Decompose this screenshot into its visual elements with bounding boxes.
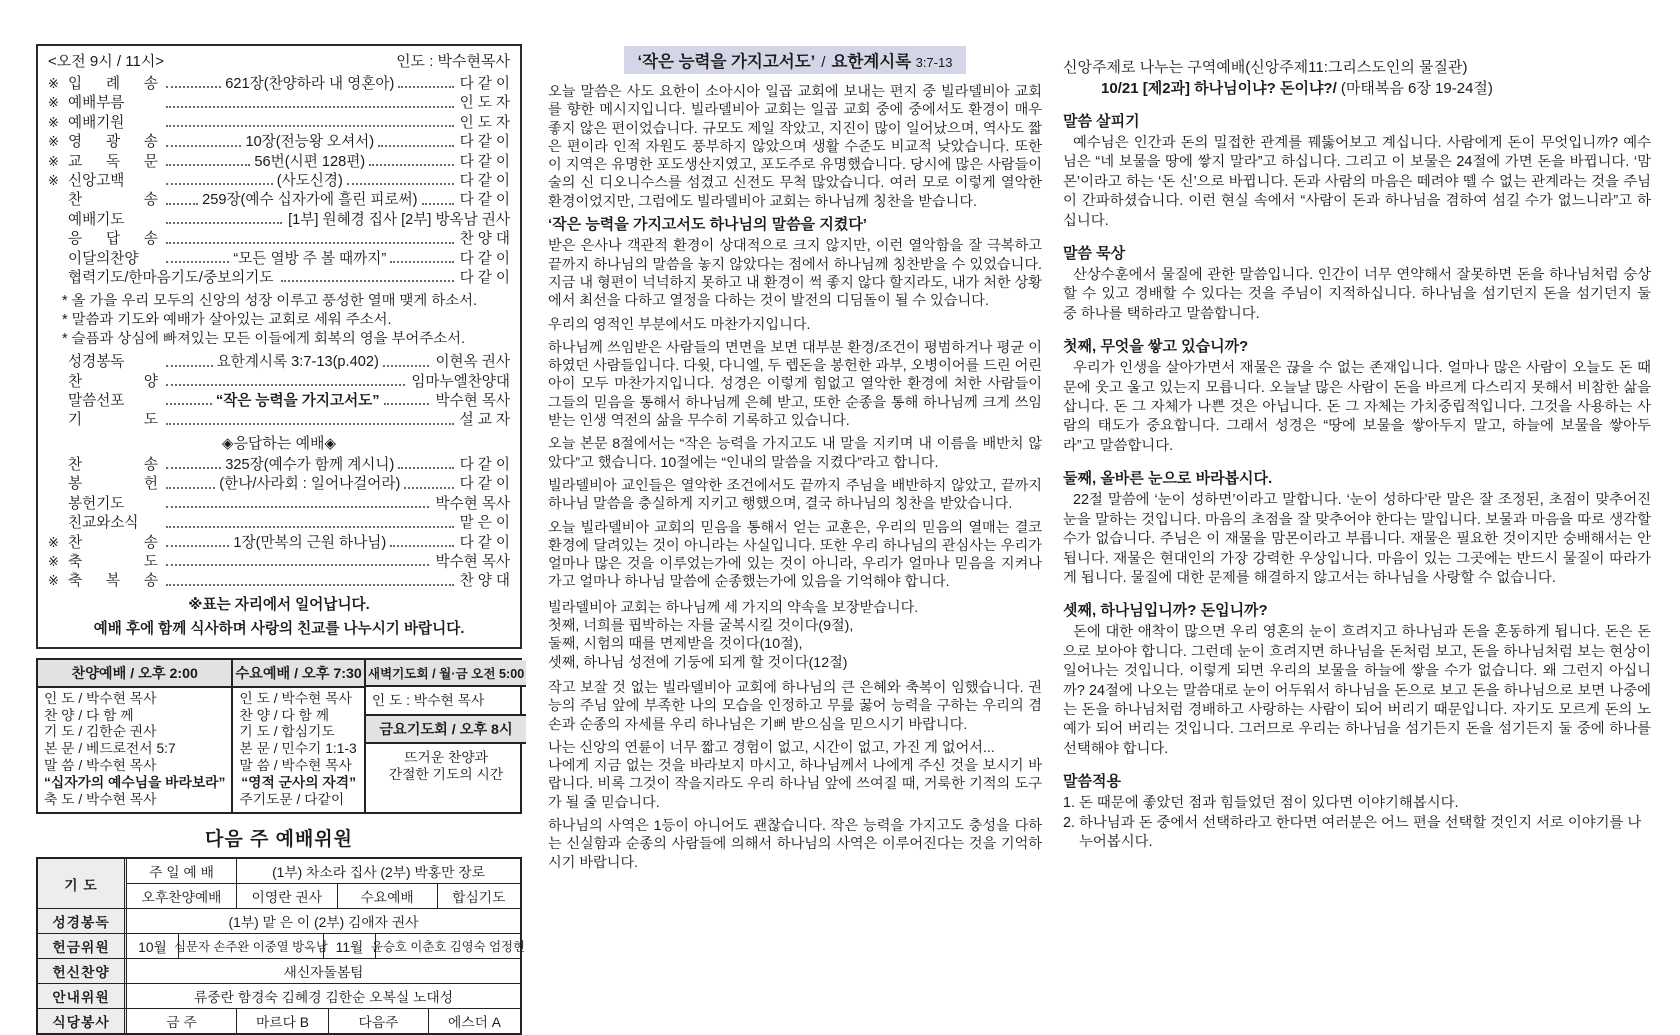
prayer-note: * 올 가을 우리 모두의 신앙의 성장 이루고 풍성한 열매 맺게 하소서.: [62, 293, 478, 310]
worship-row: [48, 475, 510, 493]
dot-leader: [166, 423, 454, 425]
study-section-application: [1063, 770, 1651, 853]
worship-row-right: 설 교 자: [459, 412, 510, 429]
dot-leader: [166, 203, 198, 205]
table-subrow: [127, 984, 520, 1008]
table-cell: 류중란 함경숙 김혜경 김한순 오복실 노대성: [193, 990, 454, 1006]
worship-row: [48, 133, 510, 151]
study-section-body: 예수님은 인간과 돈의 밀접한 관계를 꿰뚫어보고 계십니다. 사람에게 돈이 무엇입니까? 예수님은 “네 보물을 땅에 쌓지 말라”고 하십니다. 그리고 이 보물은 24절에 가면 돈을 바뀝니다. ‘맘몬’이라고 하는 ‘돈 신’으로 바뀝니다. 돈과 사람의 마음은 떼려야 뗄 수 없는 관계라는 것을 주님이 간파하셨습니다. 이런 현실 속에서 “사람이 돈과 하나님을 겸하여 섬길 수가 없느니라”고 하십니다.: [1063, 135, 1651, 229]
study-header-line2: [1063, 78, 1651, 99]
sermon-paragraph: 나는 신앙의 연륜이 너무 짧고 경험이 없고, 시간이 없고, 가진 게 없어서...: [548, 739, 995, 756]
service-line: 말 씀 / 박수현 목사: [44, 757, 157, 773]
stand-marker: ※: [48, 553, 59, 569]
table-cell: 주 일 예 배: [127, 859, 237, 883]
dawn-prayer-leader: 인 도 : 박수현 목사: [371, 692, 485, 708]
table-subrow: [127, 859, 520, 884]
worship-row-label: 교 독 문: [68, 153, 158, 170]
dot-leader: [166, 125, 454, 127]
prayer-note: * 슬픔과 상심에 빠져있는 모든 이들에게 회복의 영을 부어주소서.: [62, 330, 466, 347]
study-section-body: 22절 말씀에 ‘눈이 성하면’이라고 말합니다. ‘눈이 성하다’란 말은 잘 조정된, 초점이 맞추어진 눈을 말하는 것입니다. 마음의 초점을 잘 맞추어야 한다는 말입니다. 보물과 마음을 따로 생각할 수가 없습니다. 주님은 이 재물을 맘몬이라고 부릅니다. 재물은 필요한 것이지만 숭배해서는 안됩니다. 재물은 현대인의 가장 강력한 우상입니다. 마음이 있는 그곳에는 반드시 물질이 따라가게 됩니다. 물질에 대한 문제를 해결하지 않고서는 하나님을 사랑할 수 없습니다.: [1063, 492, 1651, 586]
praise-service-column: [38, 660, 233, 813]
dot-leader: [166, 467, 221, 469]
sermon-paragraph: 하나님의 사역은 1등이 아니어도 괜찮습니다. 작은 능력을 가지고도 충성을 다하는 신실함과 순종의 사람들에 의해서 하나님의 사역은 이루어진다는 것을 기억하시기 바랍니다.: [548, 817, 1042, 871]
worship-row: [48, 75, 510, 93]
row-label: 식당봉사: [38, 1009, 127, 1033]
service-line: 찬 양 / 다 함 께: [44, 707, 134, 723]
dot-leader: [166, 403, 212, 405]
worship-row: [48, 114, 510, 132]
stand-marker: ※: [48, 173, 59, 189]
worship-row-label: 봉헌기도: [68, 495, 125, 512]
study-section-heading: 말씀 살피기: [1063, 113, 1140, 130]
worship-row-label: 응 답 송: [68, 231, 158, 248]
worship-row-right: 다 같 이: [459, 534, 511, 551]
dot-leader: [166, 584, 454, 586]
stand-marker: ※: [48, 95, 59, 111]
service-line: 찬 양 / 다 함 께: [239, 707, 330, 723]
dot-leader: [166, 545, 229, 547]
stand-marker: ※: [48, 573, 59, 589]
table-cell: 새신자돌봄팀: [283, 965, 364, 981]
table-cell: (1부) 맡 은 이 (2부) 김애자 권사: [228, 915, 419, 931]
worship-row-label: 축 도: [68, 553, 158, 570]
dot-leader: [166, 564, 429, 566]
service-line: 축 도 / 박수현 목사: [44, 791, 157, 807]
service-sermon-title: “십자가의 예수님을 바라보라”: [44, 774, 226, 790]
praise-service-body: [38, 688, 231, 813]
dot-leader: [166, 526, 454, 528]
worship-row-label: 협력기도/한마음기도/중보의기도: [68, 270, 274, 287]
worship-row-right: 박수현 목사: [435, 495, 510, 512]
dot-leader: [166, 242, 454, 244]
dot-leader: [166, 183, 273, 185]
dot-leader: [390, 545, 453, 547]
table-subrow: [127, 909, 520, 933]
service-time: <오전 9시 / 11시>: [48, 53, 165, 70]
service-leader: 인도 : 박수현목사: [396, 53, 510, 70]
worship-row-center: 259장(예수 십자가에 흘린 피로써): [202, 192, 418, 209]
service-line: 본 문 / 베드로전서 5:7: [44, 741, 176, 757]
stand-marker: ※: [48, 153, 59, 169]
worship-row-right: 다 같 이: [459, 134, 511, 151]
prayer-notes: [62, 292, 510, 348]
service-line: 주기도문 / 다같이: [239, 791, 345, 807]
worship-row-right: 다 같 이: [459, 456, 510, 473]
sermon-promise-line: 둘째, 시험의 때를 면제받을 것이다(10절),: [548, 636, 803, 653]
dot-leader: [422, 203, 454, 205]
sermon-paragraph: 오늘 말씀은 사도 요한이 소아시아 일곱 교회에 보내는 편지 중 빌라델비아 교회를 향한 메시지입니다. 빌라델비아 교회는 일곱 교회 중에 중에서도 환경이 매우 좋지 않은 편이었습니다. 규모도 제일 작았고, 지진이 많이 일어났으며, 역사도 짧은 편이라 인적 자원도 풍부하지 않았으며 생활 수준도 비교적 낮았습니다. 또한 이 지역은 유명한 포도생산지였고, 포도주로 유명했습니다. 당시에 많은 사람들이 술의 신 디오니수스를 섬겼고 신전도 무척 많았습니다. 여러 모로 이렇게 열악한 환경이었지만, 그럼에도 빌라델비아 교회는 하나님께 칭찬을 받습니다.: [548, 84, 1042, 210]
row-label: 기 도: [38, 859, 127, 908]
dot-leader: [383, 365, 430, 367]
row-content: [127, 934, 525, 958]
table-subrow: [127, 884, 520, 908]
worship-row: [48, 373, 510, 391]
worship-row-right: 이현옥 권사: [435, 354, 510, 371]
sermon-title: [548, 46, 1042, 74]
worship-row-label: 찬 송: [68, 192, 158, 209]
worship-row-label: 봉 헌: [68, 476, 158, 493]
worship-row: [48, 153, 510, 171]
dot-leader: [166, 487, 215, 489]
worship-row-right: 박수현 목사: [435, 553, 510, 570]
worship-row: [48, 456, 510, 474]
worship-row-center: (한나/사라회 : 일어나걸어라): [219, 476, 401, 493]
worship-row-right: 박수현 목사: [435, 393, 511, 410]
row-content: [127, 859, 520, 908]
service-sermon-title: “영적 군사의 자격”: [241, 774, 356, 790]
worship-row-label: 찬 송: [68, 534, 158, 551]
table-cell: 에스더 A: [447, 1015, 502, 1031]
service-line: 인 도 / 박수현 목사: [44, 690, 157, 706]
dot-leader: [404, 487, 453, 489]
worship-row-center: 10장(전능왕 오셔서): [245, 134, 375, 151]
row-content: [127, 1009, 520, 1033]
table-cell: 금 주: [127, 1009, 237, 1033]
worship-row: [48, 553, 510, 571]
friday-prayer-header: 금요기도회 / 오후 8시: [366, 714, 526, 744]
committee-title: 다음 주 예배위원: [204, 829, 354, 851]
worship-row: [48, 172, 510, 190]
sermon-paragraph: 우리의 영적인 부분에서도 마찬가지입니다.: [548, 316, 811, 333]
sermon-scripture-book: 요한계시록: [831, 53, 912, 71]
dot-leader: [166, 222, 282, 224]
table-cell: 10월: [127, 934, 179, 958]
study-lesson-title: 10/21 [제2과] 하나님이냐? 돈이냐?/: [1101, 80, 1337, 97]
worship-row-center: 1장(만복의 근원 하나님): [233, 534, 387, 551]
table-row: [38, 984, 520, 1009]
row-label: 헌금위원: [38, 934, 127, 958]
worship-row-label: 찬 송: [68, 456, 158, 473]
worship-row-right: 다 같 이: [459, 476, 511, 493]
dot-leader: [166, 86, 221, 88]
worship-row-label: 신앙고백: [68, 173, 125, 190]
row-content: [127, 959, 520, 983]
worship-row: [48, 211, 510, 229]
sermon-paragraph: 빌라델비아 교회는 하나님께 세 가지의 약속을 보장받습니다.: [548, 599, 919, 616]
study-section: [1063, 467, 1651, 588]
sermon-paragraph: 오늘 빌라델비아 교회의 믿음을 통해서 얻는 교훈은, 우리의 믿음의 열매는 결코 환경에 달려있는 것이 아니라는 사실입니다. 또한 우리 하나님의 관심사는 우리가 얼마나 많은 것을 이루었는가에 있는 것이 아니라, 우리가 얼마나 믿음을 지켜나가고 얼마나 하나님 말씀에 순종했는가에 있음을 기억해야 합니다.: [548, 519, 1042, 591]
sermon-paragraph: 작고 보잘 것 없는 빌라델비아 교회에 하나님의 큰 은혜와 축복이 임했습니다. 권능의 주님 앞에 부족한 나의 모습을 인정하고 무릎 꿇어 능력을 구하는 우리의 겸손과 순종의 자세를 우리 하나님은 기뻐 받으심을 믿으시기 바랍니다.: [548, 679, 1042, 733]
responsive-worship-subheader: ◈응답하는 예배◈: [221, 434, 337, 452]
fellowship-note: 예배 후에 함께 식사하며 사랑의 친교를 나누시기 바랍니다.: [93, 620, 465, 637]
row-content: [127, 984, 520, 1008]
service-line: 인 도 / 박수현 목사: [239, 690, 352, 706]
prayer-note: * 말씀과 기도와 예배가 살아있는 교회로 세워 주소서.: [62, 312, 392, 329]
worship-row-label: 성경봉독: [68, 354, 125, 371]
stand-marker: ※: [48, 76, 59, 91]
worship-row-right: 다 같 이: [459, 250, 511, 267]
dawn-prayer-header: 새벽기도회 / 월·금 오전 5:00: [366, 660, 526, 687]
table-cell: (1부) 차소라 집사 (2부) 박홍만 장로: [272, 865, 485, 881]
study-section-body: 돈에 대한 애착이 많으면 우리 영혼의 눈이 흐려지고 하나님과 돈을 혼동하게 됩니다. 돈은 돈으로 보아야 합니다. 그런데 눈이 흐려지면 하나님을 돈처럼 보고, 돈을 하나님처럼 보는 현상이 일어나는 것입니다. 이렇게 되면 우리의 보물을 하늘에 쌓을 수가 없습니다. 왜 그런지 아십니까? 24절에 나오는 말씀대로 눈이 어두워서 하나님을 돈으로 보고 돈을 하나님으로 보면 나중에는 돈을 하나님처럼 경배하고 사랑하는 사람이 되어 버리기 때문입니다. 자기도 모르게 돈의 노예가 되어 버리는 것입니다. 그러므로 우리는 하나님을 섬기든지 돈을 섬기든지 둘 중에 하나를 선택해야 합니다.: [1063, 624, 1651, 757]
worship-row-right: 임마누엘찬양대: [411, 373, 510, 390]
stand-marker: ※: [48, 134, 59, 150]
table-subrow: [127, 934, 525, 958]
dot-leader: [166, 164, 250, 166]
dot-leader: [398, 467, 453, 469]
worship-row: [48, 353, 510, 371]
sermon-subheading: ‘작은 능력을 가지고서도 하나님의 말씀을 지켰다’: [548, 216, 867, 234]
worship-row-right: 다 같 이: [459, 153, 510, 170]
row-label: 성경봉독: [38, 909, 127, 933]
sermon-promise-line: 첫째, 너희를 핍박하는 자를 굴복시킬 것이다(9절),: [548, 618, 854, 635]
table-cell: 11월: [324, 934, 376, 958]
friday-prayer-line: 뜨거운 찬양과: [404, 749, 488, 765]
wednesday-service-column: [233, 660, 365, 813]
sermon-title-quote: ‘작은 능력을 가지고서도’: [637, 53, 816, 71]
worship-row-label: 친교와소식: [68, 515, 139, 532]
row-label: 헌신찬양: [38, 959, 127, 983]
worship-row-right: 인 도 자: [459, 114, 510, 131]
prayer-meetings-column: [366, 660, 526, 813]
service-line: 기 도 / 합심기도: [239, 724, 335, 740]
dot-leader: [166, 384, 405, 386]
worship-row: [48, 495, 510, 513]
service-time-header: [48, 52, 510, 72]
group-study-column: [1063, 58, 1651, 853]
worship-row-label: 찬 양: [68, 373, 158, 390]
worship-row-right: 다 같 이: [459, 76, 510, 92]
dot-leader: [384, 403, 430, 405]
table-row: [38, 959, 520, 984]
table-row: [38, 934, 525, 959]
table-row: [38, 859, 520, 909]
worship-row-center: (사도신경): [276, 173, 343, 190]
sermon-column: [548, 46, 1042, 877]
worship-row-center: 325장(예수가 함께 계시니): [225, 456, 395, 473]
worship-row-center: 요한계시록 3:7-13(p.402): [216, 354, 379, 371]
study-application-item: 1. 돈 때문에 좋았던 점과 힘들었던 점이 있다면 이야기해봅시다.: [1063, 795, 1459, 812]
worship-row-label: 기 도: [68, 412, 158, 429]
worship-row-label: 예배기도: [68, 211, 125, 228]
sermon-title-separator: /: [821, 54, 826, 71]
worship-row-right: 다 같 이: [459, 270, 510, 287]
worship-row: [48, 411, 510, 429]
worship-row-label: 영 광 송: [68, 134, 158, 151]
worship-row-label: 예배부름: [68, 95, 125, 112]
table-cell: 마르다 B: [237, 1009, 329, 1033]
service-line: 말 씀 / 박수현 목사: [239, 757, 352, 773]
table-cell: 합심기도: [452, 890, 506, 906]
wednesday-service-header: 수요예배 / 오후 7:30: [233, 660, 363, 688]
friday-prayer-desc: [366, 744, 526, 788]
table-cell: 다음주: [329, 1009, 429, 1033]
study-section: [1063, 110, 1651, 231]
dot-leader: [281, 280, 453, 282]
sermon-promise-line: 셋째, 하나님 성전에 기둥에 되게 할 것이다(12절): [548, 654, 848, 671]
table-cell: 오후찬양예배: [127, 884, 237, 908]
service-line: 기 도 / 김한순 권사: [44, 724, 157, 740]
sermon-paragraph: 오늘 본문 8절에서는 “작은 능력을 가지고도 내 말을 지키며 내 이름을 배반치 않았다”고 했습니다. 10절에는 “인내의 말씀을 지켰다”라고 합니다.: [548, 436, 1042, 471]
sermon-scripture-ref: 3:7-13: [915, 55, 953, 70]
worship-row-label: 예배기원: [68, 114, 125, 131]
worship-row-center: 621장(찬양하라 내 영혼아): [225, 76, 395, 92]
stand-marker: ※: [48, 114, 59, 130]
row-label: 안내위원: [38, 984, 127, 1008]
dot-leader: [347, 183, 454, 185]
friday-prayer-line: 간절한 기도의 시간: [388, 766, 504, 782]
dot-leader: [166, 106, 454, 108]
study-scripture-ref: (마태복음 6장 19-24절): [1336, 80, 1493, 97]
worship-row-right: 다 같 이: [459, 192, 510, 209]
worship-row: [48, 534, 510, 552]
study-header-line1: 신앙주제로 나누는 구역예배(신앙주제11:그리스도인의 물질관): [1063, 59, 1468, 76]
dot-leader: [166, 365, 213, 367]
sermon-paragraph: 빌라델비아 교인들은 열악한 조건에서도 끝까지 주님을 배반하지 않았고, 끝까지 하나님 말씀을 충실하게 지키고 행했으며, 결국 하나님의 칭찬을 받았습니다.: [548, 477, 1042, 513]
study-section: [1063, 242, 1651, 324]
next-week-committee-table: [36, 857, 525, 1035]
worship-row: [48, 94, 510, 112]
praise-service-header: 찬양예배 / 오후 2:00: [38, 660, 231, 688]
dot-leader: [398, 86, 453, 88]
dot-leader: [166, 506, 429, 508]
worship-row-right: 맡 은 이: [459, 515, 510, 532]
worship-row: [48, 230, 510, 248]
row-content: [127, 909, 520, 933]
table-cell: 이영란 권사: [237, 884, 338, 908]
sermon-title-highlight: [624, 46, 967, 74]
worship-row: [48, 392, 510, 410]
dot-leader: [166, 145, 241, 147]
table-cell: 수요예배: [338, 884, 438, 908]
study-section-heading: 둘째, 올바른 눈으로 바라봅시다.: [1063, 470, 1273, 488]
dot-leader: [166, 261, 229, 263]
worship-row-center: “모든 열방 주 볼 때까지”: [233, 250, 387, 267]
worship-row-label: 말씀선포: [68, 393, 125, 410]
study-section-body: 우리가 인생을 살아가면서 재물은 끊을 수 없는 존재입니다. 얼마나 많은 사람이 오늘도 돈 때문에 웃고 울고 있는지 모릅니다. 오늘날 많은 사람이 돈을 바르게 다스리지 못해서 비참한 삶을 삽니다. 돈 그 자체가 나쁜 것은 아닙니다. 돈 그 자체는 가치중립적입니다. 그것을 사용하는 사람의 태도가 중요합니다. 그래서 성경은 “땅에 보물을 쌓아두지 말고, 하늘에 보물을 쌓아두라”고 말씀합니다.: [1063, 360, 1651, 454]
table-cell: 윤승호 이춘호 김영숙 엄정현: [371, 940, 525, 955]
sermon-paragraph: 하나님께 쓰임받은 사람들의 면면을 보면 대부분 환경/조건이 평범하거나 평균 이하였던 사람들입니다. 다윗, 다니엘, 두 렙돈을 봉헌한 과부, 오병이어를 드린 어린 아이 모두 마찬가지입니다. 성경은 이렇게 힘없고 열악한 환경에 처한 사람들이 그들의 믿음을 통해서 하나님께 은혜 받고, 또한 순종을 통해 하나님께 크게 쓰임 받는 인생 역전의 삶을 무수히 기록하고 있습니다.: [548, 339, 1042, 430]
table-row: [38, 1009, 520, 1033]
worship-row-right: [1부] 원혜경 집사 [2부] 방옥남 권사: [288, 211, 510, 228]
worship-row-right: 인 도 자: [459, 95, 510, 112]
study-section-body: 산상수훈에서 물질에 관한 말씀입니다. 인간이 너무 연약해서 잘못하면 돈을 하나님처럼 숭상할 수 있고 경배할 수 있다는 것을 주님이 지적하십니다. 하나님을 섬기던지 돈을 섬기던지 둘 중 하나를 택하라고 말씀합니다.: [1063, 267, 1651, 322]
worship-row-right: 찬 양 대: [459, 231, 510, 248]
study-section-heading: 첫째, 무엇을 쌓고 있습니까?: [1063, 338, 1249, 356]
worship-row-label: 축 복 송: [68, 573, 158, 590]
worship-row: [48, 572, 510, 590]
service-line: 본 문 / 민수기 1:1-3: [239, 741, 357, 757]
worship-row-label: 이달의찬양: [68, 250, 139, 267]
worship-row-label: 입 례 송: [68, 76, 158, 92]
dot-leader: [378, 145, 453, 147]
order-of-worship-column: [36, 44, 525, 1035]
worship-row: [48, 514, 510, 532]
stand-marker: ※: [48, 534, 59, 550]
study-section-heading: 말씀적용: [1063, 773, 1121, 791]
weekly-services-table: [36, 658, 525, 815]
worship-row-right: 찬 양 대: [459, 573, 510, 590]
dot-leader: [369, 164, 453, 166]
table-subrow: [127, 1009, 520, 1033]
sermon-title-in-order: “작은 능력을 가지고서도”: [215, 393, 380, 410]
study-application-item: 2. 하나님과 돈 중에서 선택하라고 한다면 여러분은 어느 편을 선택할 것인지 서로 이야기를 나누어봅시다.: [1063, 814, 1642, 851]
study-section-heading: 말씀 묵상: [1063, 245, 1126, 263]
study-section: [1063, 599, 1651, 759]
sermon-paragraph: 받은 은사나 객관적 환경이 상대적으로 크지 않지만, 이런 열악함을 잘 극복하고 끝까지 하나님의 말씀을 놓지 않았다는 점에서 하나님께 칭찬받을 수 있었습니다. 지금 내 형편이 넉넉하지 못하고 내 환경이 썩 좋지 않다 할지라도, 내가 처한 상황에서 최선을 다하고 열정을 다하는 것이 발전의 디딤돌이 될 수 있습니다.: [548, 238, 1042, 310]
study-section: [1063, 335, 1651, 456]
table-row: [38, 909, 520, 934]
stand-note: ※표는 자리에서 일어납니다.: [188, 596, 370, 613]
table-subrow: [127, 959, 520, 983]
study-section-heading: 셋째, 하나님입니까? 돈입니까?: [1063, 602, 1268, 620]
wednesday-service-body: [233, 688, 363, 813]
worship-row: [48, 191, 510, 209]
worship-row-center: 56번(시편 128편): [254, 153, 366, 170]
table-cell: 심문자 손주완 이중열 방옥남: [179, 934, 324, 958]
worship-row: [48, 269, 510, 287]
worship-row-right: 다 같 이: [459, 173, 510, 190]
dot-leader: [390, 261, 453, 263]
sermon-paragraph: 나에게 지금 없는 것을 바라보지 마시고, 하나님께서 나에게 주신 것을 보시기 바랍니다. 비록 그것이 작을지라도 우리 하나님 앞에 쓰여질 때, 거룩한 기적의 도구가 될 줄 믿습니다.: [548, 758, 1042, 811]
order-of-worship-panel: [36, 44, 522, 649]
worship-row: [48, 250, 510, 268]
